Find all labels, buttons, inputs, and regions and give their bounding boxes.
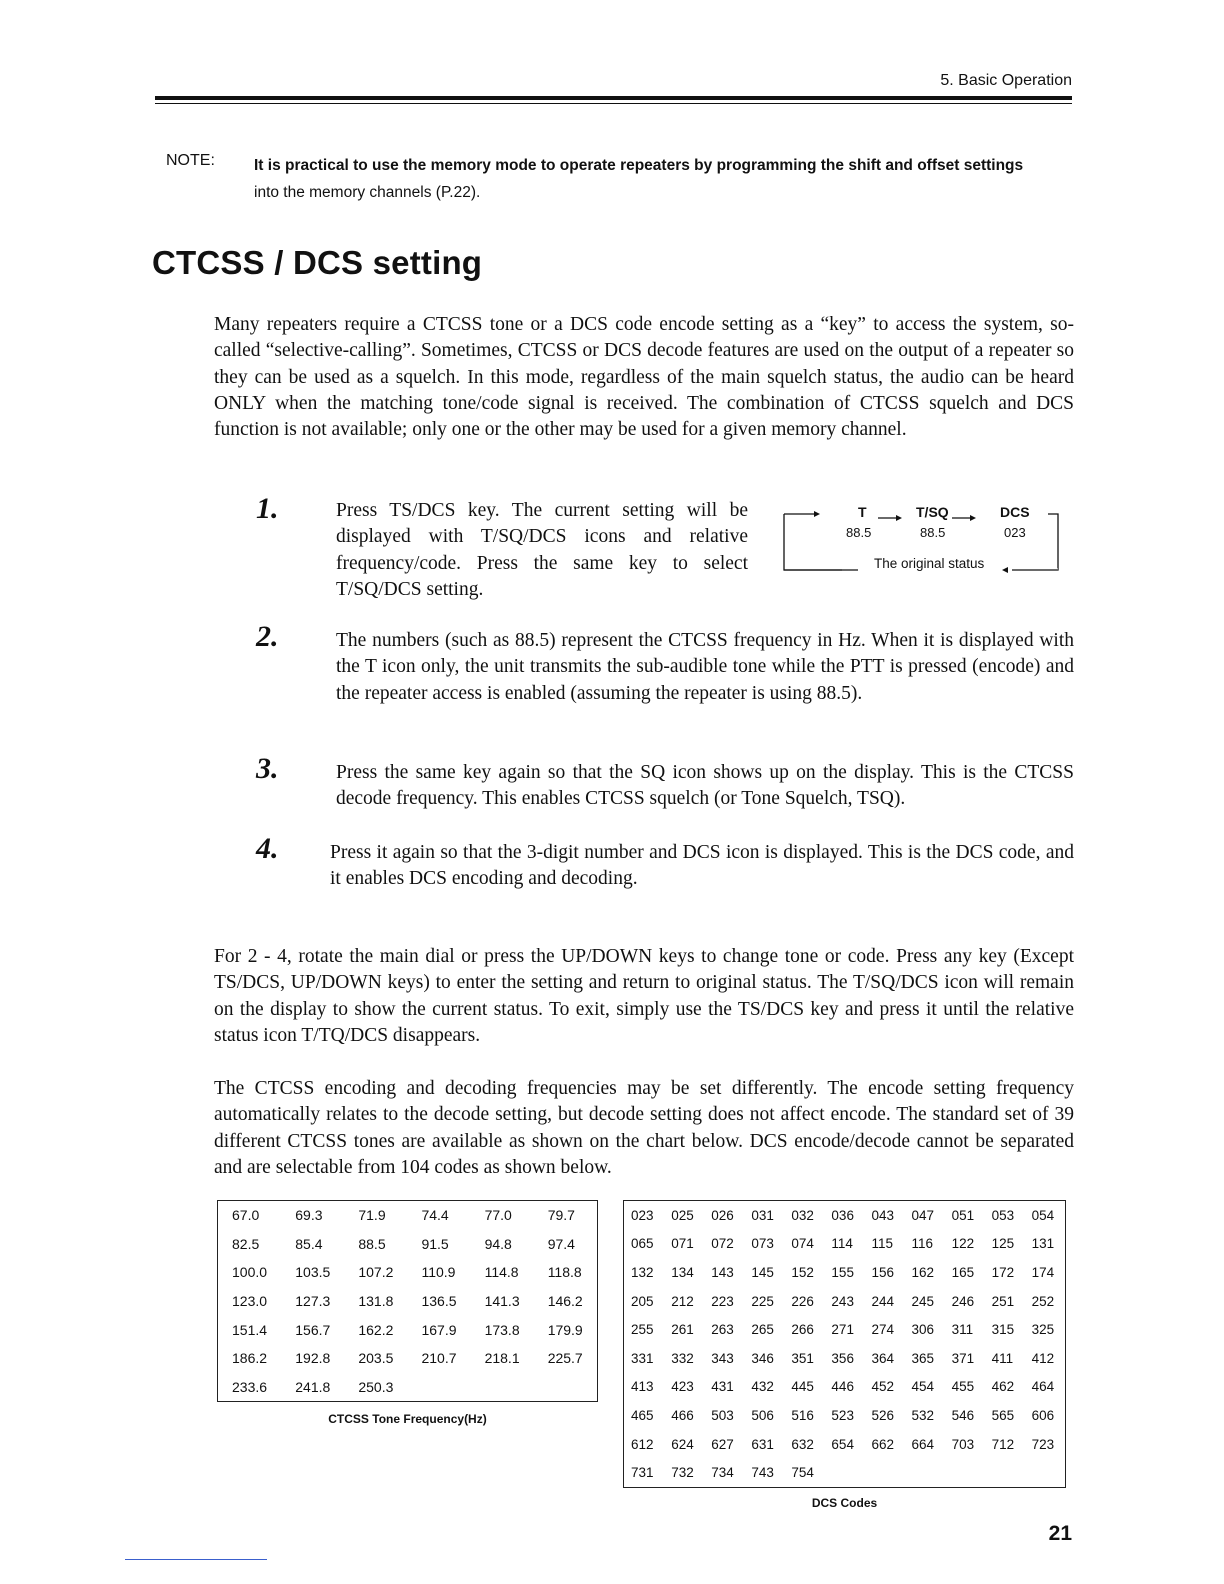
tone-cell: 179.9 (547, 1321, 583, 1338)
dcs-cell: 223 (711, 1293, 734, 1309)
dcs-cell: 743 (751, 1465, 774, 1481)
tone-cell: 103.5 (295, 1264, 331, 1281)
ctcss-tone-caption: CTCSS Tone Frequency(Hz) (328, 1412, 487, 1426)
tone-row (218, 1373, 598, 1402)
tone-cell: 218.1 (484, 1350, 520, 1367)
dcs-cell: 343 (711, 1350, 734, 1366)
tone-cell: 118.8 (547, 1264, 582, 1281)
step-text-3: Press the same key again so that the SQ icon shows up on the display. This is the CTCSS decode frequency. This enables CTCSS squelch (or Tone Squelch, TSQ). (336, 762, 1074, 810)
dcs-row (624, 1230, 1066, 1259)
tone-cell: 186.2 (232, 1350, 268, 1367)
paragraph-tone-change: For 2 - 4, rotate the main dial or press the UP/DOWN keys to change tone or code. Press any key (Except TS/DCS, UP/DOWN keys) to enter the setting and return to original status. The T/SQ/DCS icon will remain on the display to show the current status. To exit, simply use the TS/DCS key and press it until the relative status icon T/TQ/DCS disappears. (214, 946, 1074, 1046)
dcs-cell: 212 (671, 1293, 694, 1309)
paragraph-encode-decode: The CTCSS encoding and decoding frequencies may be set differently. The encode setting frequency automatically relates to the decode setting, but decode setting does not affect encode. The standard set of 39 different CTCSS tones are available as shown on the chart below. DCS encode/decode cannot be separated and are selectable from 104 codes as shown below. (214, 1078, 1074, 1178)
dcs-cell: 423 (671, 1379, 694, 1395)
dcs-cell: 145 (751, 1264, 774, 1280)
dcs-cell: 754 (791, 1465, 814, 1481)
step-text-4: Press it again so that the 3-digit number and DCS icon is displayed. This is the DCS code, and it enables DCS encoding and decoding. (330, 842, 1074, 890)
diagram-return-label: The original status (870, 556, 988, 571)
dcs-cell: 365 (911, 1350, 935, 1366)
dcs-cell: 664 (911, 1436, 935, 1452)
tone-cell: 146.2 (547, 1293, 583, 1310)
tone-cell: 250.3 (358, 1378, 394, 1395)
tone-cell: 79.7 (547, 1207, 575, 1224)
dcs-cell: 516 (791, 1407, 814, 1423)
dcs-cell (985, 1458, 1025, 1487)
tone-cell (471, 1373, 534, 1402)
tone-cell: 156.7 (295, 1321, 331, 1338)
dcs-cell (945, 1458, 985, 1487)
dcs-row (624, 1201, 1066, 1230)
dcs-row (624, 1344, 1066, 1373)
dcs-cell: 263 (711, 1322, 734, 1338)
dcs-row (624, 1401, 1066, 1430)
dcs-cell: 462 (991, 1379, 1015, 1395)
dcs-cell: 156 (871, 1264, 894, 1280)
dcs-cell: 226 (791, 1293, 814, 1309)
dcs-cell: 132 (631, 1264, 654, 1280)
dcs-cell: 054 (1031, 1207, 1055, 1223)
dcs-cell: 627 (711, 1436, 734, 1452)
dcs-cell: 464 (1031, 1379, 1055, 1395)
dcs-cell: 732 (671, 1465, 694, 1481)
dcs-cell: 074 (791, 1236, 814, 1252)
tone-cell: 127.3 (295, 1293, 331, 1310)
dcs-cell: 073 (751, 1236, 774, 1252)
dcs-cell: 465 (631, 1407, 654, 1423)
tone-cell: 123.0 (232, 1293, 268, 1310)
dcs-cell: 265 (751, 1322, 774, 1338)
dcs-cell: 252 (1031, 1293, 1055, 1309)
tone-cell: 85.4 (295, 1235, 323, 1252)
dcs-cell: 662 (871, 1436, 894, 1452)
dcs-cell: 364 (871, 1350, 894, 1366)
dcs-cell: 053 (991, 1207, 1015, 1223)
dcs-cell: 162 (911, 1264, 935, 1280)
tone-cell: 131.8 (358, 1293, 394, 1310)
dcs-cell: 036 (831, 1207, 854, 1223)
tone-cell (407, 1373, 470, 1402)
dcs-cell: 172 (991, 1264, 1015, 1280)
dcs-cell: 624 (671, 1436, 694, 1452)
dcs-cell: 332 (671, 1350, 694, 1366)
dcs-cell (905, 1458, 945, 1487)
step-text-2: The numbers (such as 88.5) represent the CTCSS frequency in Hz. When it is displayed with the T icon only, the unit transmits the sub-audible tone while the PTT is pressed (encode) and the repeater access is enabled (assuming the repeater is using 88.5). (336, 630, 1074, 704)
tone-cell: 82.5 (232, 1235, 260, 1252)
dcs-cell: 266 (791, 1322, 814, 1338)
diagram-t-value: 88.5 (846, 525, 872, 540)
footer-link-rule (125, 1559, 267, 1560)
dcs-cell: 325 (1031, 1322, 1055, 1338)
dcs-cell: 243 (831, 1293, 854, 1309)
step-number-2: 2. (256, 620, 279, 653)
dcs-cell: 331 (631, 1350, 654, 1366)
dcs-cell: 454 (911, 1379, 935, 1395)
tone-row (218, 1344, 598, 1373)
dcs-cell: 446 (831, 1379, 854, 1395)
dcs-cell: 532 (911, 1407, 935, 1423)
dcs-cell: 606 (1031, 1407, 1055, 1423)
dcs-cell: 131 (1031, 1236, 1055, 1252)
dcs-cell: 654 (831, 1436, 854, 1452)
tone-cell: 167.9 (421, 1321, 457, 1338)
tone-cell: 107.2 (358, 1264, 394, 1281)
dcs-cell: 165 (951, 1264, 975, 1280)
dcs-cell: 631 (751, 1436, 774, 1452)
dcs-code-table (623, 1200, 1066, 1488)
dcs-cell: 023 (631, 1207, 654, 1223)
dcs-cell: 466 (671, 1407, 694, 1423)
header-rule (155, 96, 1072, 100)
dcs-cell: 174 (1031, 1264, 1055, 1280)
dcs-cell: 245 (911, 1293, 935, 1309)
dcs-cell: 351 (791, 1350, 814, 1366)
diagram-dcs-label: DCS (1000, 504, 1030, 520)
dcs-code-caption: DCS Codes (811, 1496, 878, 1510)
tone-cell: 241.8 (295, 1378, 331, 1395)
diagram-t-label: T (858, 504, 867, 520)
tone-cell: 71.9 (358, 1207, 386, 1224)
dcs-cell: 114 (831, 1236, 853, 1252)
diagram-tsq-label: T/SQ (916, 504, 949, 520)
tone-cell: 110.9 (421, 1264, 456, 1281)
dcs-cell: 432 (751, 1379, 774, 1395)
dcs-cell: 032 (791, 1207, 814, 1223)
dcs-row (624, 1258, 1066, 1287)
step-number-3: 3. (256, 752, 279, 785)
dcs-cell: 412 (1031, 1350, 1055, 1366)
dcs-cell: 155 (831, 1264, 854, 1280)
dcs-cell: 356 (831, 1350, 854, 1366)
dcs-cell: 315 (991, 1322, 1015, 1338)
note-line-1: It is practical to use the memory mode to operate repeaters by programming the shift and offset settings (254, 157, 1024, 174)
intro-paragraph: Many repeaters require a CTCSS tone or a DCS code encode setting as a “key” to access the system, so-called “selective-calling”. Sometimes, CTCSS or DCS decode features are used on the output of a repeater so they can be used as a squelch. In this mode, regardless of the main squelch status, the audio can be heard ONLY when the matching tone/code signal is received. The combination of CTCSS squelch and DCS function is not available; only one or the other may be used for a given memory channel. (214, 314, 1074, 441)
dcs-cell: 431 (711, 1379, 734, 1395)
tone-cell: 69.3 (295, 1207, 323, 1224)
tone-row (218, 1201, 598, 1230)
diagram-tsq-value: 88.5 (920, 525, 946, 540)
dcs-cell: 244 (871, 1293, 894, 1309)
dcs-cell: 043 (871, 1207, 894, 1223)
dcs-cell (824, 1458, 864, 1487)
header-rule-thin (155, 103, 1072, 104)
dcs-cell: 503 (711, 1407, 734, 1423)
dcs-cell: 047 (911, 1207, 935, 1223)
ctcss-tone-table (217, 1200, 598, 1402)
dcs-cell: 251 (991, 1293, 1015, 1309)
step-text-1: Press TS/DCS key. The current setting will be displayed with T/SQ/DCS icons and relative frequency/code. Press the same key to select T/SQ/DCS setting. (336, 500, 748, 600)
dcs-cell: 632 (791, 1436, 814, 1452)
tone-cell: 141.3 (484, 1293, 520, 1310)
note-label: NOTE: (166, 152, 215, 169)
tone-cell: 94.8 (484, 1235, 512, 1252)
dcs-cell: 116 (911, 1236, 934, 1252)
dcs-cell: 205 (631, 1293, 654, 1309)
section-title: CTCSS / DCS setting (152, 244, 483, 281)
dcs-cell (864, 1458, 904, 1487)
tone-cell: 91.5 (421, 1235, 449, 1252)
dcs-cell: 565 (991, 1407, 1015, 1423)
dcs-row (624, 1430, 1066, 1459)
dcs-cell: 072 (711, 1236, 734, 1252)
dcs-cell: 026 (711, 1207, 734, 1223)
tone-row (218, 1315, 598, 1344)
tone-cell: 151.4 (232, 1321, 268, 1338)
dcs-cell: 411 (991, 1350, 1014, 1366)
dcs-cell: 274 (871, 1322, 894, 1338)
dcs-cell: 125 (991, 1236, 1015, 1252)
tone-cell: 233.6 (232, 1378, 268, 1395)
tone-cell: 162.2 (358, 1321, 394, 1338)
tone-cell: 203.5 (358, 1350, 394, 1367)
tone-row (218, 1287, 598, 1316)
tone-cell: 88.5 (358, 1235, 386, 1252)
tone-cell: 136.5 (421, 1293, 457, 1310)
dcs-cell: 523 (831, 1407, 854, 1423)
dcs-cell: 255 (631, 1322, 654, 1338)
dcs-cell: 311 (951, 1322, 974, 1338)
status-cycle-diagram (780, 500, 1080, 580)
step-number-1: 1. (256, 492, 279, 525)
tone-cell: 173.8 (484, 1321, 520, 1338)
tone-cell: 210.7 (421, 1350, 457, 1367)
dcs-cell: 025 (671, 1207, 694, 1223)
tone-row (218, 1258, 598, 1287)
dcs-row (624, 1458, 1066, 1487)
dcs-cell: 143 (711, 1264, 734, 1280)
dcs-cell: 413 (631, 1379, 654, 1395)
dcs-cell: 723 (1031, 1436, 1055, 1452)
dcs-cell: 261 (671, 1322, 694, 1338)
note-text (254, 152, 1084, 206)
dcs-cell: 526 (871, 1407, 894, 1423)
dcs-cell: 246 (951, 1293, 975, 1309)
dcs-cell: 031 (751, 1207, 774, 1223)
dcs-cell: 225 (751, 1293, 774, 1309)
dcs-cell: 071 (671, 1236, 694, 1252)
tone-cell: 77.0 (484, 1207, 512, 1224)
tone-row (218, 1230, 598, 1259)
dcs-cell: 051 (951, 1207, 975, 1223)
dcs-cell (1025, 1458, 1066, 1487)
dcs-cell: 306 (911, 1322, 935, 1338)
dcs-cell: 271 (831, 1322, 854, 1338)
dcs-cell: 731 (631, 1465, 654, 1481)
dcs-row (624, 1373, 1066, 1402)
tone-cell: 74.4 (421, 1207, 449, 1224)
dcs-cell: 122 (951, 1236, 975, 1252)
dcs-row (624, 1287, 1066, 1316)
header-title: 5. Basic Operation (940, 72, 1072, 89)
dcs-cell: 115 (871, 1236, 893, 1252)
dcs-cell: 734 (711, 1465, 734, 1481)
dcs-cell: 445 (791, 1379, 814, 1395)
dcs-cell: 703 (951, 1436, 975, 1452)
dcs-cell: 546 (951, 1407, 975, 1423)
tone-cell: 67.0 (232, 1207, 260, 1224)
tone-cell: 225.7 (547, 1350, 583, 1367)
dcs-cell: 371 (951, 1350, 975, 1366)
dcs-row (624, 1315, 1066, 1344)
dcs-cell: 712 (991, 1436, 1015, 1452)
tone-cell: 100.0 (232, 1264, 268, 1281)
dcs-cell: 346 (751, 1350, 774, 1366)
step-number-4: 4. (256, 832, 279, 865)
diagram-dcs-value: 023 (1004, 525, 1026, 540)
note-line-2: into the memory channels (P.22). (254, 184, 481, 201)
dcs-cell: 506 (751, 1407, 774, 1423)
dcs-cell: 065 (631, 1236, 654, 1252)
page-number: 21 (1048, 1522, 1072, 1545)
tone-cell (534, 1373, 598, 1402)
tone-cell: 192.8 (295, 1350, 331, 1367)
dcs-cell: 612 (631, 1436, 654, 1452)
dcs-cell: 452 (871, 1379, 894, 1395)
dcs-cell: 152 (791, 1264, 814, 1280)
dcs-cell: 455 (951, 1379, 975, 1395)
tone-cell: 97.4 (547, 1235, 575, 1252)
dcs-cell: 134 (671, 1264, 694, 1280)
tone-cell: 114.8 (484, 1264, 519, 1281)
